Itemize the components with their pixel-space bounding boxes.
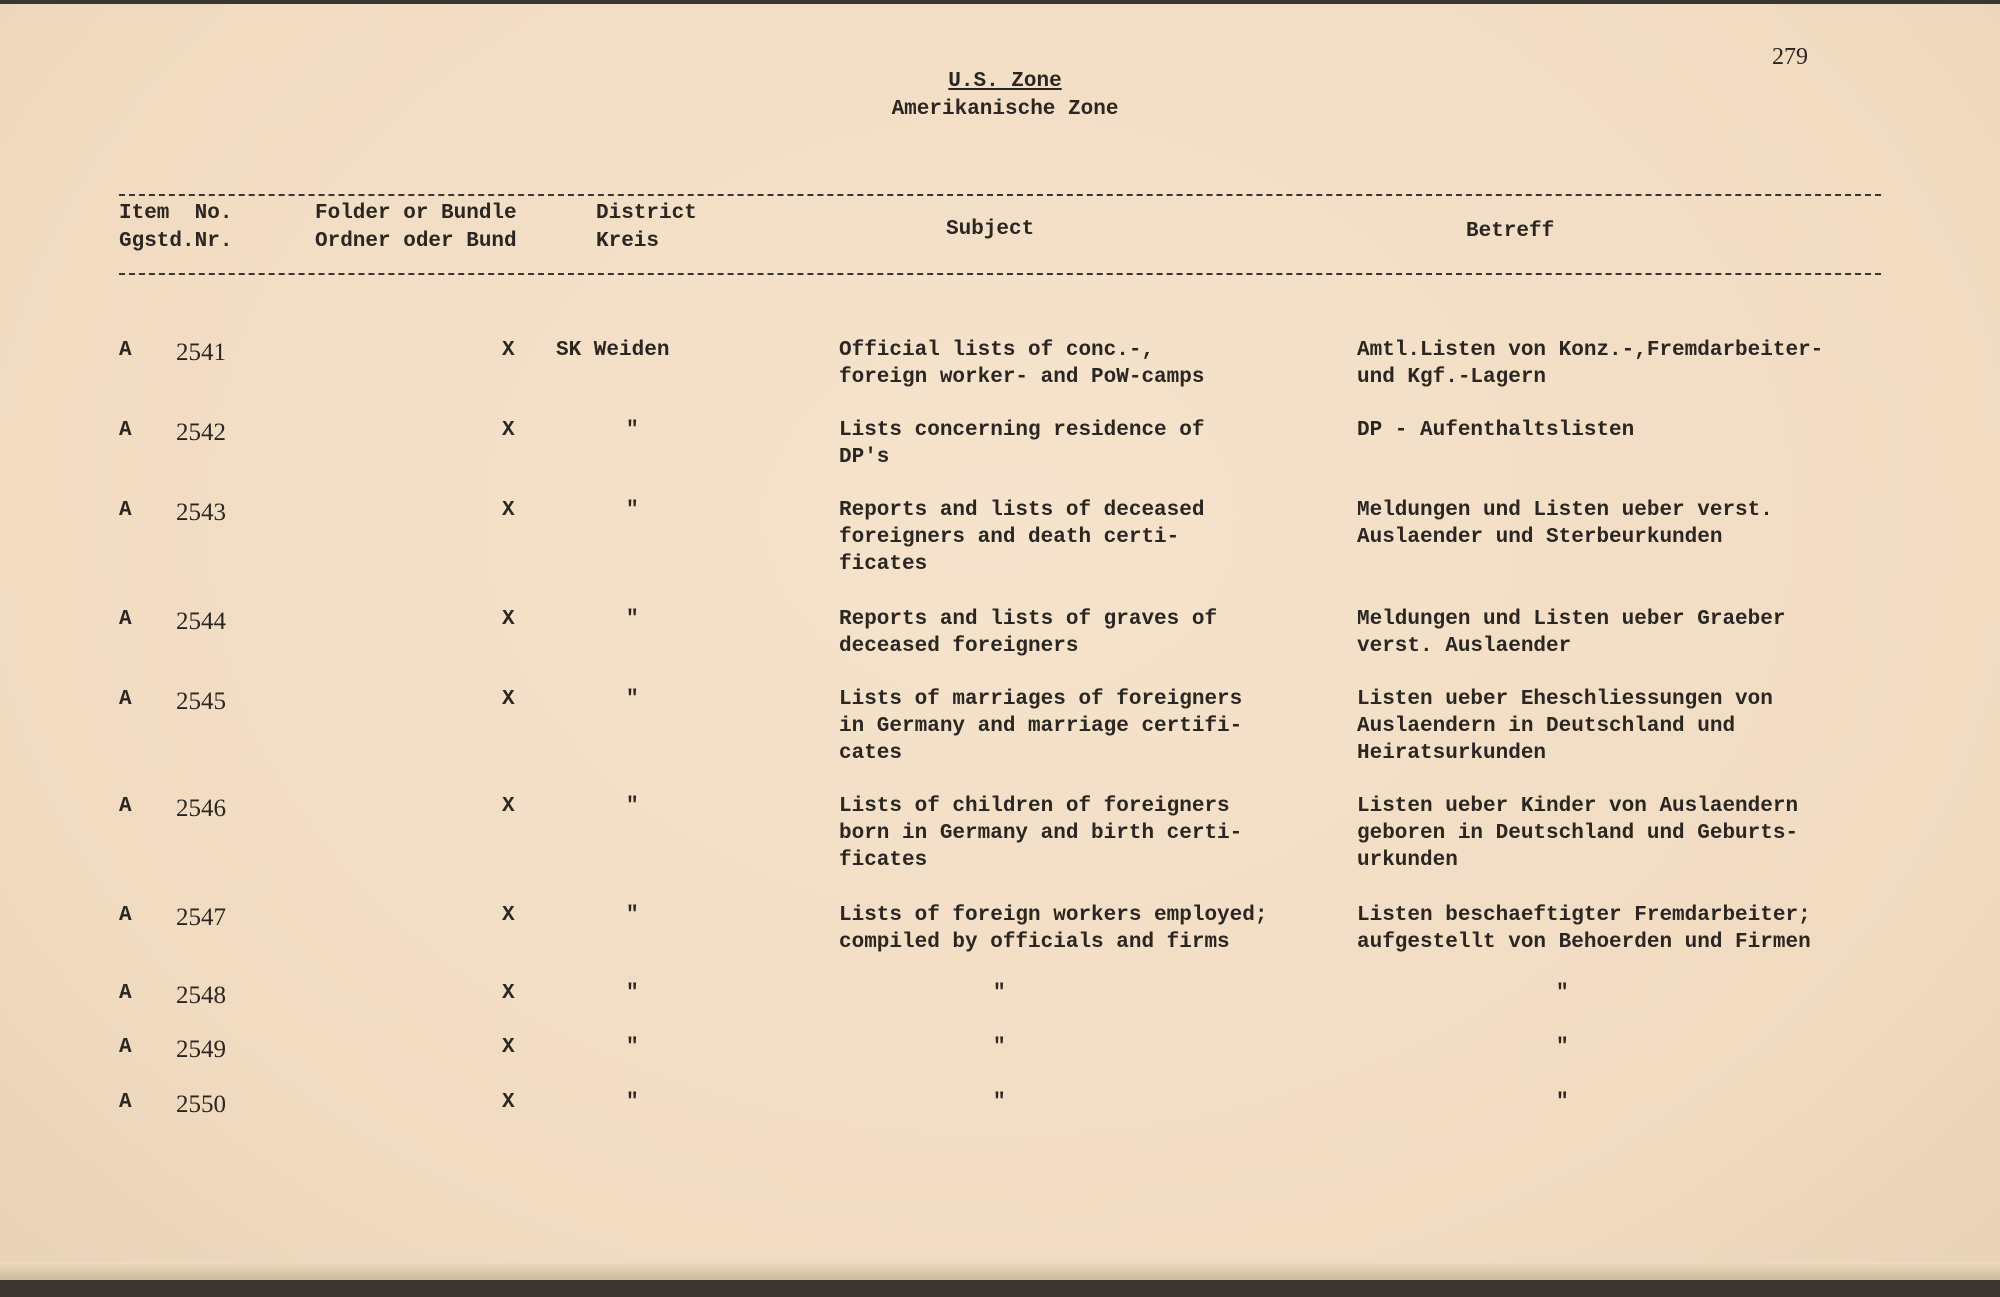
- item-prefix: A: [119, 982, 132, 1005]
- betreff: Meldungen und Listen ueber Graeber verst. Auslaender: [1357, 608, 1786, 658]
- header-item-line2: Ggstd.Nr.: [119, 230, 233, 253]
- district: ": [626, 1036, 639, 1059]
- item-prefix: A: [119, 499, 132, 522]
- subject: ": [993, 1036, 1006, 1059]
- subject: Reports and lists of deceased foreigners and death certi- ficates: [839, 499, 1205, 576]
- item-prefix: A: [119, 1091, 132, 1114]
- header-folder-line2: Ordner oder Bund: [315, 230, 517, 253]
- district: ": [626, 1091, 639, 1114]
- table-row: [0, 1089, 2000, 1189]
- folder-mark: X: [502, 904, 515, 927]
- header-folder-line1: Folder or Bundle: [315, 202, 517, 225]
- district: SK Weiden: [556, 339, 670, 362]
- item-number: 2545: [176, 688, 226, 715]
- header-subject: Subject: [946, 218, 1035, 241]
- subject: Official lists of conc.-, foreign worker- and PoW-camps: [839, 339, 1205, 389]
- item-number: 2547: [176, 904, 226, 931]
- betreff: Meldungen und Listen ueber verst. Auslaender und Sterbeurkunden: [1357, 499, 1773, 549]
- item-prefix: A: [119, 339, 132, 362]
- item-prefix: A: [119, 1036, 132, 1059]
- folder-mark: X: [502, 795, 515, 818]
- page-number: 279: [1772, 44, 1808, 70]
- header-district-line1: District: [596, 202, 697, 225]
- betreff: Amtl.Listen von Konz.-,Fremdarbeiter- und Kgf.-Lagern: [1357, 339, 1824, 389]
- item-prefix: A: [119, 688, 132, 711]
- table-row: [0, 793, 2000, 893]
- subject: ": [993, 1091, 1006, 1114]
- item-number: 2548: [176, 982, 226, 1009]
- header-top-divider: [119, 194, 1881, 196]
- header-district-line2: Kreis: [596, 230, 660, 253]
- item-number: 2543: [176, 499, 226, 526]
- district: ": [626, 419, 639, 442]
- page-title: U.S. Zone: [948, 70, 1062, 93]
- header-betreff: Betreff: [1466, 220, 1555, 243]
- district: ": [626, 982, 639, 1005]
- district: ": [626, 608, 639, 631]
- subject: Lists concerning residence of DP's: [839, 419, 1205, 469]
- folder-mark: X: [502, 499, 515, 522]
- folder-mark: X: [502, 339, 515, 362]
- header-item-line1: Item No.: [119, 202, 233, 225]
- item-number: 2550: [176, 1091, 226, 1118]
- folder-mark: X: [502, 1091, 515, 1114]
- page-top-edge: [0, 0, 2000, 4]
- table-row: [0, 497, 2000, 597]
- folder-mark: X: [502, 982, 515, 1005]
- folder-mark: X: [502, 608, 515, 631]
- item-prefix: A: [119, 904, 132, 927]
- betreff: DP - Aufenthaltslisten: [1357, 419, 1635, 442]
- page-bottom-shade: [0, 1262, 2000, 1280]
- district: ": [626, 904, 639, 927]
- item-prefix: A: [119, 795, 132, 818]
- page-subtitle: Amerikanische Zone: [891, 98, 1119, 121]
- district: ": [626, 499, 639, 522]
- page-bottom-edge: [0, 1280, 2000, 1297]
- betreff: Listen beschaeftigter Fremdarbeiter; aufgestellt von Behoerden und Firmen: [1357, 904, 1811, 954]
- item-prefix: A: [119, 608, 132, 631]
- item-number: 2544: [176, 608, 226, 635]
- betreff: Listen ueber Eheschliessungen von Auslaendern in Deutschland und Heiratsurkunden: [1357, 688, 1773, 765]
- betreff: ": [1556, 1036, 1569, 1059]
- subject: Lists of children of foreigners born in Germany and birth certi- ficates: [839, 795, 1243, 872]
- item-number: 2541: [176, 339, 226, 366]
- folder-mark: X: [502, 1036, 515, 1059]
- item-number: 2542: [176, 419, 226, 446]
- betreff: Listen ueber Kinder von Auslaendern geboren in Deutschland und Geburts- urkunden: [1357, 795, 1799, 872]
- subject: Lists of foreign workers employed; compiled by officials and firms: [839, 904, 1268, 954]
- folder-mark: X: [502, 688, 515, 711]
- folder-mark: X: [502, 419, 515, 442]
- table-row: [0, 686, 2000, 786]
- subject: Reports and lists of graves of deceased foreigners: [839, 608, 1218, 658]
- item-number: 2546: [176, 795, 226, 822]
- district: ": [626, 688, 639, 711]
- subject: ": [993, 982, 1006, 1005]
- district: ": [626, 795, 639, 818]
- betreff: ": [1556, 1091, 1569, 1114]
- item-prefix: A: [119, 419, 132, 442]
- header-bottom-divider: [119, 273, 1881, 275]
- subject: Lists of marriages of foreigners in Germany and marriage certifi- cates: [839, 688, 1243, 765]
- item-number: 2549: [176, 1036, 226, 1063]
- betreff: ": [1556, 982, 1569, 1005]
